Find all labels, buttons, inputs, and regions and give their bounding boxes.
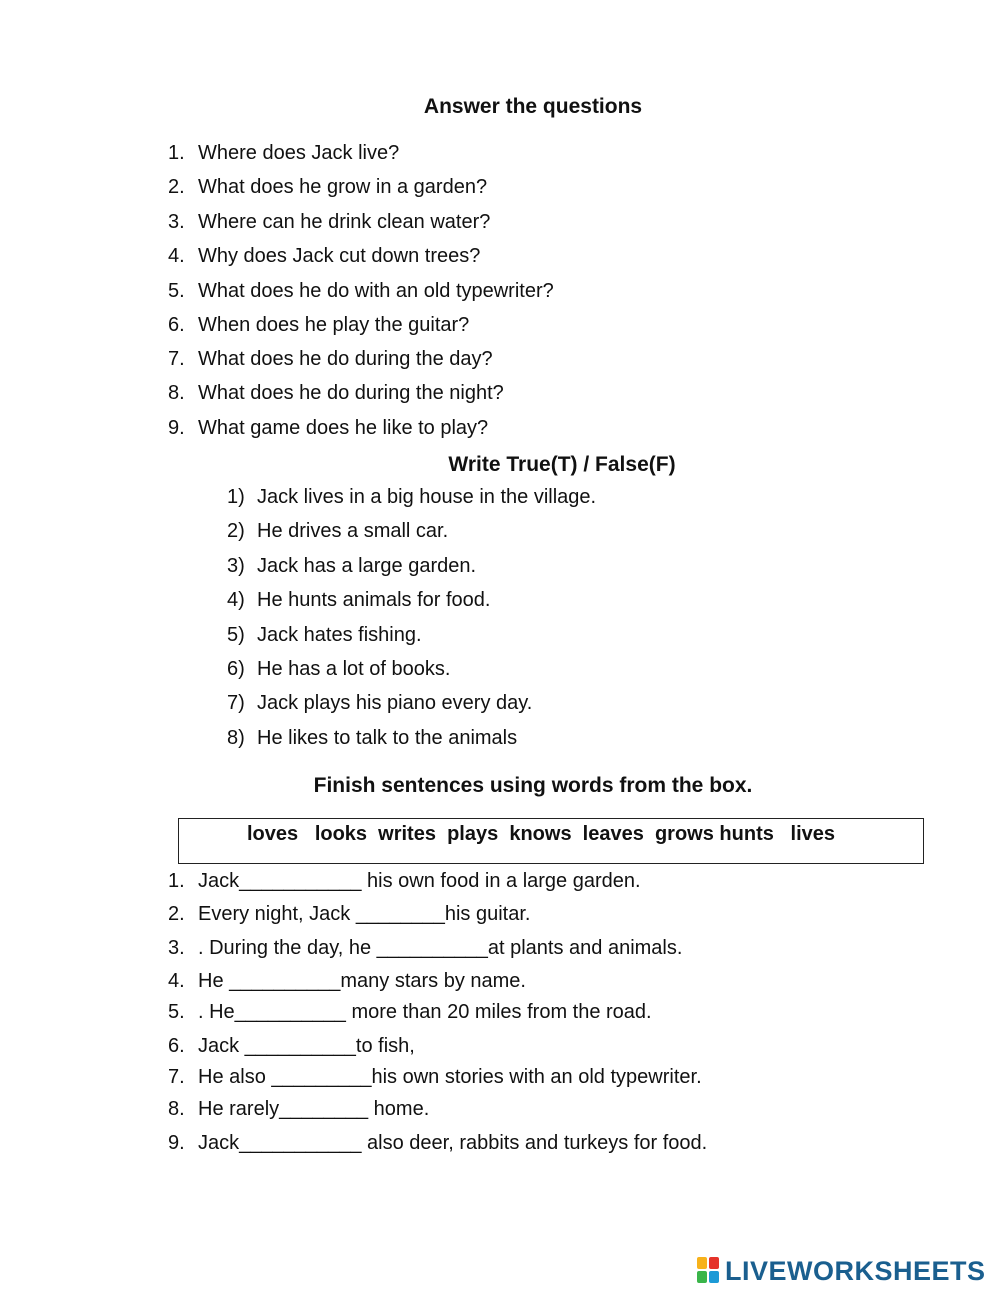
logo-text: LIVEWORKSHEETS: [725, 1255, 986, 1286]
item-number: 2.: [168, 903, 185, 925]
section-title-answer-questions: Answer the questions: [423, 95, 643, 118]
item-number: 9.: [168, 417, 185, 439]
list-item: [168, 1066, 702, 1089]
item-text: He __________many stars by name.: [198, 970, 526, 992]
list-item: [168, 348, 493, 371]
item-number: 8): [227, 727, 245, 749]
item-number: 7): [227, 692, 245, 714]
item-text: What game does he like to play?: [198, 417, 489, 439]
item-number: 3.: [168, 211, 185, 233]
item-text: He hunts animals for food.: [257, 589, 491, 611]
list-item: [168, 870, 641, 893]
item-text: Where can he drink clean water?: [198, 211, 491, 233]
item-number: 3): [227, 555, 245, 577]
section-title-finish-sentences: Finish sentences using words from the box.: [313, 774, 753, 797]
list-item: [168, 1001, 652, 1024]
list-item: [227, 727, 517, 750]
item-text: He rarely________ home.: [198, 1098, 430, 1120]
item-number: 5): [227, 624, 245, 646]
item-number: 8.: [168, 382, 185, 404]
item-text: Jack lives in a big house in the village.: [257, 486, 597, 508]
item-text: Jack___________ also deer, rabbits and turkeys for food.: [198, 1132, 708, 1154]
item-text: Why does Jack cut down trees?: [198, 245, 481, 267]
list-item: [168, 970, 526, 993]
item-text: He also _________his own stories with an old typewriter.: [198, 1066, 702, 1088]
item-text: What does he do during the day?: [198, 348, 493, 370]
item-text: What does he do with an old typewriter?: [198, 280, 554, 302]
list-item: [227, 520, 448, 543]
item-number: 7.: [168, 1066, 185, 1088]
item-number: 4.: [168, 970, 185, 992]
item-number: 4): [227, 589, 245, 611]
item-number: 1.: [168, 142, 185, 164]
item-number: 7.: [168, 348, 185, 370]
list-item: [227, 692, 532, 715]
list-item: [168, 280, 554, 303]
word-box-words: loves looks writes plays knows leaves grows hunts lives: [247, 823, 836, 845]
item-text: Jack hates fishing.: [257, 624, 422, 646]
item-number: 9.: [168, 1132, 185, 1154]
liveworksheets-logo: [697, 1253, 986, 1289]
list-item: [168, 903, 530, 926]
item-text: . During the day, he __________at plants and animals.: [198, 937, 683, 959]
list-item: [168, 1035, 415, 1058]
item-text: . He__________ more than 20 miles from the road.: [198, 1001, 652, 1023]
item-number: 2.: [168, 176, 185, 198]
liveworksheets-logo-icon: [697, 1257, 723, 1285]
item-number: 3.: [168, 937, 185, 959]
item-text: What does he grow in a garden?: [198, 176, 488, 198]
list-item: [227, 555, 476, 578]
item-text: He drives a small car.: [257, 520, 449, 542]
item-number: 6.: [168, 314, 185, 336]
list-item: [168, 211, 490, 234]
item-number: 5.: [168, 280, 185, 302]
list-item: [227, 658, 450, 681]
list-item: [168, 1132, 707, 1155]
item-text: Where does Jack live?: [198, 142, 400, 164]
item-text: Jack plays his piano every day.: [257, 692, 533, 714]
list-item: [168, 382, 504, 405]
item-number: 8.: [168, 1098, 185, 1120]
item-text: Every night, Jack ________his guitar.: [198, 903, 531, 925]
item-number: 2): [227, 520, 245, 542]
item-text: Jack has a large garden.: [257, 555, 477, 577]
list-item: [227, 589, 490, 612]
list-item: [168, 937, 682, 960]
item-text: What does he do during the night?: [198, 382, 504, 404]
list-item: [168, 142, 399, 165]
item-text: When does he play the guitar?: [198, 314, 470, 336]
list-item: [227, 624, 422, 647]
list-item: [168, 245, 480, 268]
item-number: 4.: [168, 245, 185, 267]
word-box: [178, 818, 924, 864]
list-item: [168, 1098, 429, 1121]
item-text: Jack __________to fish,: [198, 1035, 415, 1057]
section-title-true-false: Write True(T) / False(F): [448, 453, 676, 476]
item-number: 6.: [168, 1035, 185, 1057]
item-text: Jack___________ his own food in a large garden.: [198, 870, 641, 892]
item-number: 5.: [168, 1001, 185, 1023]
item-number: 1): [227, 486, 245, 508]
list-item: [168, 314, 469, 337]
item-text: He likes to talk to the animals: [257, 727, 518, 749]
list-item: [227, 486, 596, 509]
item-number: 6): [227, 658, 245, 680]
item-number: 1.: [168, 870, 185, 892]
item-text: He has a lot of books.: [257, 658, 451, 680]
list-item: [168, 176, 487, 199]
list-item: [168, 417, 488, 440]
